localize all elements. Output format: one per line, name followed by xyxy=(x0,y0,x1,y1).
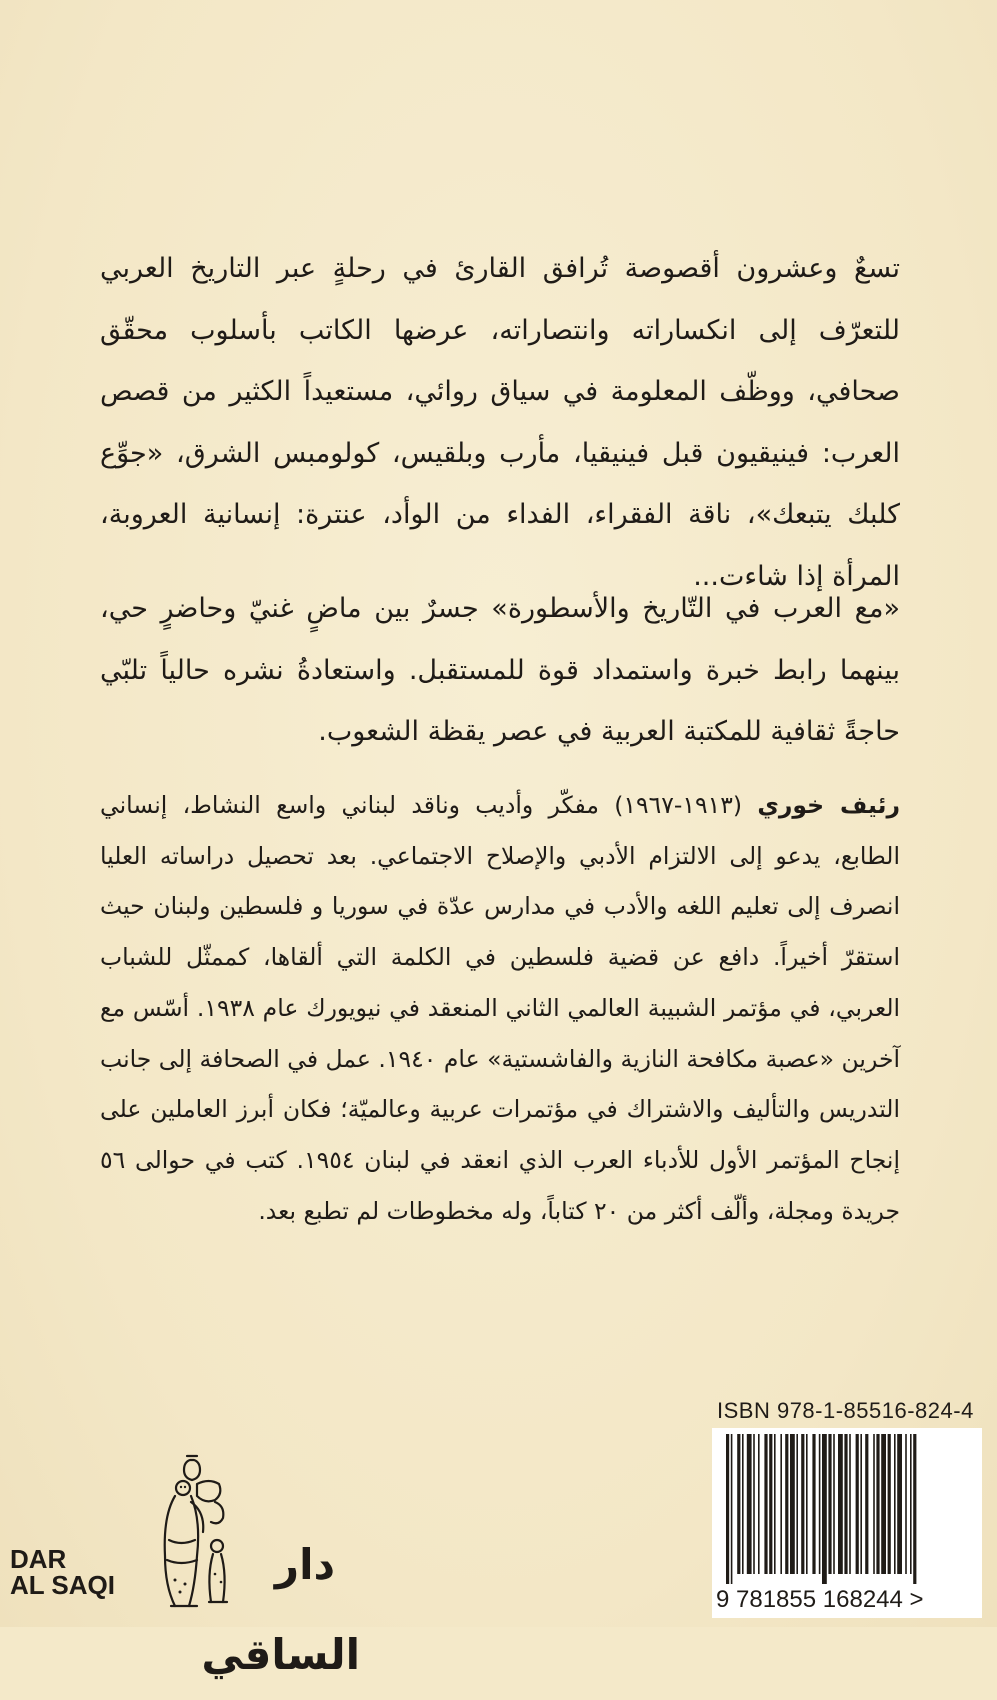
author-name: رئيف خوري xyxy=(757,791,900,819)
author-bio-text: (١٩١٣-١٩٦٧) مفكّر وأديب وناقد لبناني واسع النشاط، إنساني الطابع، يدعو إلى الالتزام الأدبي والإصلاح الاجتماعي. بعد تحصيل دراساته العليا انصرف إلى تعليم اللغه والأدب في مدارس عدّة في سوريا و فلسطين ولبنان حيث استقرّ أخيراً. دافع عن قضية فلسطين في الكلمة التي ألقاها، كممثّل للشباب العربي، في مؤتمر الشبيبة العالمي الثاني المنعقد في نيويورك عام ١٩٣٨. أسّس مع آخرين «عصبة مكافحة النازية والفاشستية» عام ١٩٤٠. عمل في الصحافة إلى جانب التدريس والتأليف والاشتراك في مؤتمرات عربية وعالميّة؛ فكان أبرز العاملين على إنجاح المؤتمر الأول للأدباء العرب الذي انعقد في لبنان ١٩٥٤. كتب في حوالى ٥٦ جريدة ومجلة، وألّف أكثر من ٢٠ كتاباً، وله مخطوطات لم تطبع بعد. xyxy=(100,791,901,1225)
barcode-bar xyxy=(764,1434,767,1574)
barcode-bar xyxy=(731,1434,733,1584)
barcode-bar xyxy=(801,1434,804,1574)
barcode-bar xyxy=(876,1434,879,1574)
author-bio-paragraph xyxy=(100,780,900,1236)
publisher-latin-line-1: DAR xyxy=(10,1544,67,1574)
barcode-bar xyxy=(822,1434,827,1584)
barcode-bar xyxy=(753,1434,755,1574)
barcode-bar xyxy=(828,1434,831,1574)
barcode-bar xyxy=(819,1434,821,1574)
barcode-bar xyxy=(905,1434,907,1574)
barcode-bar xyxy=(780,1434,782,1574)
barcode-bar xyxy=(758,1434,760,1574)
barcode-bar xyxy=(838,1434,843,1574)
isbn-barcode-digits: 9 781855 168244 > xyxy=(716,1586,924,1613)
barcode-bar xyxy=(844,1434,847,1574)
author-bio xyxy=(100,780,900,1236)
barcode-icon xyxy=(722,1434,978,1584)
barcode-bar xyxy=(860,1434,862,1574)
blurb-text-1: تسعٌ وعشرون أقصوصة تُرافق القارئ في رحلةٍ عبر التاريخ العربي للتعرّف إلى انكساراته وانتصاراته، عرضها الكاتب بأسلوب محقّق صحافي، ووظّف المعلومة في سياق روائي، مستعيداً الكثير من قصص العرب: فينيقيون قبل فينيقيا، مأرب وبلقيس، كولومبس الشرق، «جوِّع كلبك يتبعك»، ناقة الفقراء، الفداء من الوأد، عنترة: إنسانية العروبة، المرأة إذا شاءت... xyxy=(100,253,900,592)
blurb-paragraph-1 xyxy=(100,238,900,607)
barcode-bar xyxy=(873,1434,875,1574)
publisher-name-latin xyxy=(10,1546,115,1598)
barcode-bar xyxy=(894,1434,896,1574)
barcode-bar xyxy=(796,1434,798,1574)
barcode-bar xyxy=(913,1434,916,1584)
barcode-bar xyxy=(856,1434,859,1574)
barcode-bar xyxy=(742,1434,744,1574)
barcode-bar xyxy=(888,1434,891,1574)
barcode-bar xyxy=(806,1434,808,1574)
barcode-bar xyxy=(881,1434,886,1574)
blurb-text-2: «مع العرب في التّاريخ والأسطورة» جسرٌ بين ماضٍ غنيّ وحاضرٍ حي، بينهما رابط خبرة واستمداد قوة للمستقبل. واستعادةُ نشره حالياً تلبّي حاجةً ثقافية للمكتبة العربية في عصر يقظة الشعوب. xyxy=(100,593,900,747)
barcode-bar xyxy=(910,1434,912,1574)
barcode-bar xyxy=(812,1434,815,1574)
isbn-label: ISBN 978-1-85516-824-4 xyxy=(717,1398,974,1423)
barcode-bar xyxy=(790,1434,795,1574)
barcode-bar xyxy=(897,1434,902,1574)
blurb-paragraph-2 xyxy=(100,578,900,763)
barcode-bar xyxy=(849,1434,851,1574)
publisher-name-arabic: دار الساقي xyxy=(201,1540,360,1679)
barcode-bar xyxy=(865,1434,868,1574)
barcode-bar xyxy=(726,1434,729,1584)
barcode-bar xyxy=(737,1434,740,1574)
barcode-bar xyxy=(833,1434,835,1574)
publisher-latin-line-2: AL SAQI xyxy=(10,1570,115,1600)
barcode-bar xyxy=(785,1434,788,1574)
water-carrier-figure-icon xyxy=(135,1450,250,1620)
barcode-bar xyxy=(747,1434,752,1574)
barcode-bar xyxy=(774,1434,776,1574)
barcode-bar xyxy=(769,1434,772,1574)
